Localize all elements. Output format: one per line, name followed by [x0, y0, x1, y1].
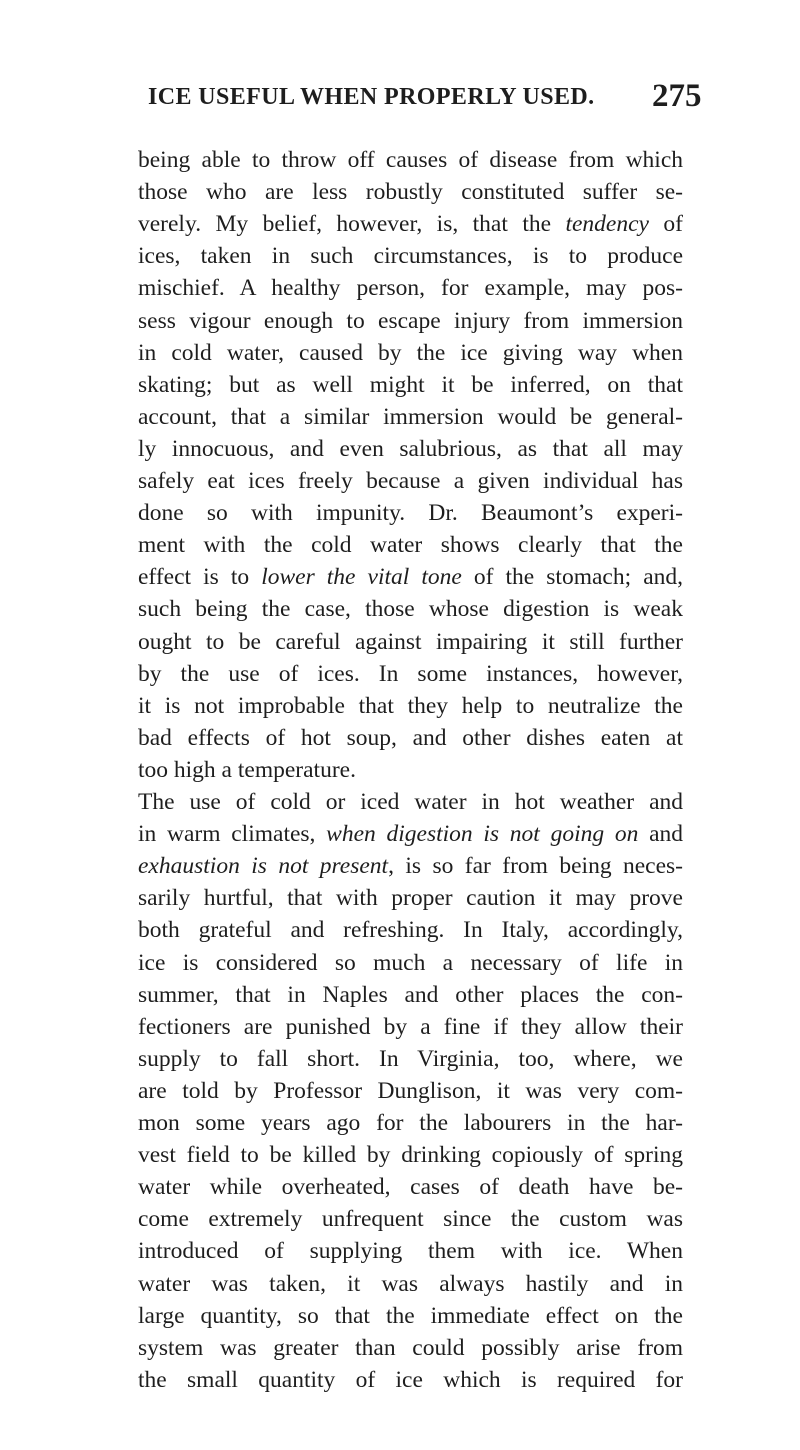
text-segment: in cold water, caused by the ice giving way when [138, 339, 683, 366]
text-segment: water while overheated, cases of death have be- [138, 1174, 683, 1201]
text-line [138, 594, 683, 624]
text-line [138, 1236, 683, 1266]
text-segment: fectioners are punished by a fine if they allow their [138, 1013, 683, 1040]
text-segment: such being the case, those whose digestion is weak [138, 596, 683, 623]
text-segment: in warm climates, [138, 821, 327, 848]
italic-text: exhaustion is not present [138, 853, 389, 880]
text-segment: ought to be careful against impairing it still further [138, 628, 683, 655]
text-line [138, 370, 683, 400]
text-segment: account, that a similar immersion would be general- [138, 403, 683, 430]
text-segment: introduced of supplying them with ice. When [138, 1238, 683, 1265]
page-number: 275 [652, 78, 702, 114]
text-segment: large quantity, so that the immediate effect on the [138, 1302, 683, 1329]
text-line [138, 338, 683, 368]
text-line [138, 145, 683, 175]
text-segment: and [638, 821, 684, 848]
text-line [138, 948, 683, 978]
text-segment: of the stomach; and, [461, 564, 683, 591]
text-line [138, 755, 683, 785]
text-line [138, 273, 683, 303]
text-segment: mischief. A healthy person, for example, may pos- [138, 275, 683, 302]
text-line [138, 1301, 683, 1331]
text-segment: done so with impunity. Dr. Beaumont’s experi- [138, 500, 683, 527]
text-segment: ly innocuous, and even salubrious, as that all may [138, 435, 683, 462]
text-segment: come extremely unfrequent since the custom was [138, 1206, 683, 1233]
text-line [138, 883, 683, 913]
text-line [138, 1140, 683, 1170]
text-line [138, 819, 683, 849]
text-line [138, 1172, 683, 1202]
italic-text: lower the vital tone [261, 564, 462, 591]
text-segment: safely eat ices freely because a given individual has [138, 468, 683, 494]
text-line [138, 530, 683, 560]
text-segment: ice is considered so much a necessary of life in [138, 949, 683, 976]
text-segment: water was taken, it was always hastily and in [138, 1270, 683, 1297]
text-segment: sess vigour enough to escape injury from immersion [138, 307, 683, 334]
text-segment: are told by Professor Dunglison, it was very com- [138, 1077, 683, 1104]
text-segment: effect is to [138, 564, 262, 591]
text-segment: summer, that in Naples and other places the con- [138, 981, 683, 1008]
text-line [138, 498, 683, 528]
text-segment: ment with the cold water shows clearly that the [138, 532, 683, 559]
text-line [138, 1076, 683, 1106]
text-line [138, 787, 683, 817]
text-segment: mon some years ago for the labourers in the har- [138, 1110, 683, 1136]
text-line [138, 627, 683, 657]
text-line [138, 915, 683, 945]
text-line [138, 177, 683, 207]
text-line [138, 1044, 683, 1074]
text-line [138, 1333, 683, 1363]
text-segment: of [648, 211, 683, 238]
text-line [138, 659, 683, 689]
text-segment: being able to throw off causes of disease from which [138, 147, 683, 173]
text-segment: by the use of ices. In some instances, however, [138, 660, 683, 687]
text-segment: bad effects of hot soup, and other dishes eaten at [138, 724, 683, 751]
text-line [138, 691, 683, 721]
running-head: ICE USEFUL WHEN PROPERLY USED. [148, 84, 595, 110]
text-line [138, 1269, 683, 1299]
text-segment: the small quantity of ice which is required for [138, 1366, 683, 1393]
text-segment: , is so far from being neces- [388, 853, 683, 880]
text-line [138, 434, 683, 464]
text-line [138, 306, 683, 336]
text-segment: skating; but as well might it be inferred, on that [138, 371, 683, 398]
text-segment: sarily hurtful, that with proper caution it may prove [138, 885, 683, 912]
text-line [138, 241, 683, 271]
text-segment: those who are less robustly constituted suffer se- [138, 179, 683, 206]
text-segment: system was greater than could possibly arise from [138, 1334, 683, 1361]
text-segment: The use of cold or iced water in hot weather and [138, 789, 683, 815]
text-line [138, 466, 683, 496]
italic-text: tendency [565, 211, 649, 238]
text-line [138, 562, 683, 592]
text-line [138, 851, 683, 881]
text-line [138, 1365, 683, 1395]
page-header [0, 78, 800, 128]
text-segment: verely. My belief, however, is, that the [138, 211, 566, 238]
text-line [138, 980, 683, 1010]
text-segment: vest field to be killed by drinking copiously of spring [138, 1142, 683, 1169]
text-line [138, 723, 683, 753]
text-line [138, 1012, 683, 1042]
text-segment: too high a temperature. [138, 756, 356, 783]
text-segment: ices, taken in such circumstances, is to produce [138, 243, 683, 270]
text-line [138, 209, 683, 239]
text-segment: both grateful and refreshing. In Italy, accordingly, [138, 917, 683, 944]
text-line [138, 1204, 683, 1234]
text-line [138, 402, 683, 432]
text-segment: supply to fall short. In Virginia, too, where, we [138, 1045, 683, 1072]
text-line [138, 1108, 683, 1138]
italic-text: when digestion is not going on [326, 821, 639, 848]
text-segment: it is not improbable that they help to neutralize the [138, 692, 683, 719]
